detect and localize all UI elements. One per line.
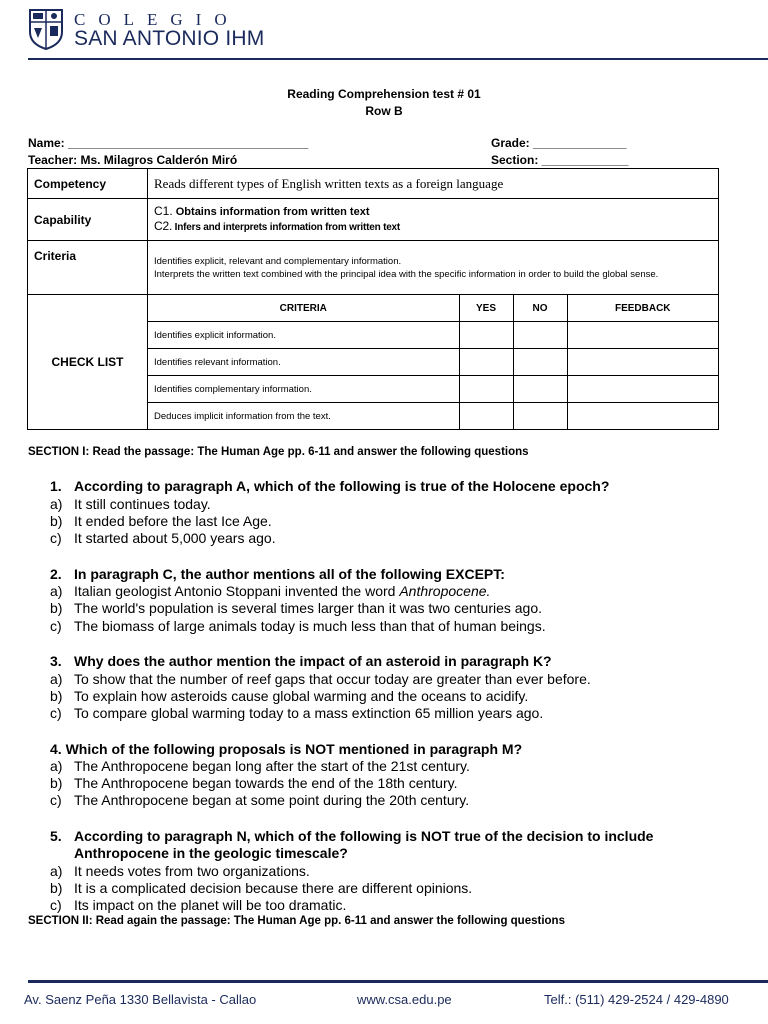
checklist-row [148,322,718,349]
option-text: It still continues today. [74,496,211,512]
capability-2-code: C2. [154,219,173,233]
yes-cell[interactable] [459,322,513,349]
capability-value [148,199,719,241]
option-letter: b) [50,880,63,896]
feedback-cell[interactable] [567,349,718,376]
test-title: Reading Comprehension test # 01 [287,87,481,101]
option-text: To show that the number of reef gaps that occur today are greater than ever before. [74,671,591,687]
option-letter: a) [50,758,63,774]
test-subtitle: Row B [365,104,403,118]
no-cell[interactable] [513,322,567,349]
answer-option[interactable] [50,496,750,513]
option-letter: b) [50,775,63,791]
option-letter: c) [50,530,62,546]
section-field[interactable]: Section: _____________ [491,153,629,167]
checklist-item: Identifies explicit information. [148,322,459,349]
footer-divider [28,980,768,983]
checklist-row [148,376,718,403]
option-letter: b) [50,688,63,704]
option-text: It is a complicated decision because there are different opinions. [74,880,473,896]
checklist [148,295,719,430]
question-text: According to paragraph N, which of the following is NOT true of the decision to include Anthropocene in the geologic timescale? [74,828,654,861]
question-number: 5. [50,828,62,844]
question-number: 4. [50,741,62,757]
option-letter: a) [50,583,63,599]
answer-option[interactable] [50,897,750,914]
answer-option[interactable] [50,583,750,600]
option-letter: a) [50,496,63,512]
option-letter: a) [50,671,63,687]
no-cell[interactable] [513,376,567,403]
answer-option[interactable] [50,880,750,897]
header-divider [28,58,768,60]
footer-address: Av. Saenz Peña 1330 Bellavista - Callao [24,992,257,1007]
school-name: SAN ANTONIO IHM [74,27,265,50]
feedback-cell[interactable] [567,376,718,403]
yes-cell[interactable] [459,403,513,430]
answer-option[interactable] [50,775,750,792]
answer-option[interactable] [50,792,750,809]
option-text: The Anthropocene began at some point during the 20th century. [74,792,470,808]
school-name-top: COLEGIO [74,10,240,29]
checklist-table [148,295,718,429]
answer-option[interactable] [50,863,750,880]
criteria-label: Criteria [28,241,148,295]
feedback-cell[interactable] [567,403,718,430]
option-text: To compare global warming today to a mass extinction 65 million years ago. [74,705,544,721]
question-number: 3. [50,653,62,669]
section-2-title: SECTION II: Read again the passage: The Human Age pp. 6-11 and answer the following questions [28,915,565,927]
option-text: Its impact on the planet will be too dramatic. [74,897,347,913]
question-text: In paragraph C, the author mentions all of the following EXCEPT: [74,566,505,582]
checklist-row [148,349,718,376]
option-text: It started about 5,000 years ago. [74,530,276,546]
question-4 [50,741,750,758]
yes-cell[interactable] [459,349,513,376]
question-1 [50,478,750,495]
answer-option[interactable] [50,688,750,705]
option-letter: b) [50,513,63,529]
option-letter: c) [50,705,62,721]
checklist-row [148,403,718,430]
option-text: It needs votes from two organizations. [74,863,310,879]
competency-label: Competency [28,169,148,199]
school-crest-icon [28,8,64,50]
name-field[interactable]: Name: ____________________________________ [28,136,309,150]
option-text: The Anthropocene began long after the start of the 21st century. [74,758,470,774]
question-3 [50,653,750,670]
no-cell[interactable] [513,349,567,376]
checklist-item: Identifies relevant information. [148,349,459,376]
checklist-item: Deduces implicit information from the text. [148,403,459,430]
option-letter: a) [50,863,63,879]
answer-option[interactable] [50,705,750,722]
question-text: Which of the following proposals is NOT mentioned in paragraph M? [65,741,523,757]
answer-option[interactable] [50,618,750,635]
checklist-label: CHECK LIST [28,295,148,430]
footer-phone: Telf.: (511) 429-2524 / 429-4890 [544,992,729,1007]
no-cell[interactable] [513,403,567,430]
capability-1-code: C1. [154,204,173,218]
option-text: The Anthropocene began towards the end of the 18th century. [74,775,458,791]
question-text: Why does the author mention the impact of an asteroid in paragraph K? [74,653,552,669]
criteria-value [148,241,719,295]
section-1-title: SECTION I: Read the passage: The Human Age pp. 6-11 and answer the following questions [28,446,529,458]
option-letter: c) [50,897,62,913]
option-letter: c) [50,618,62,634]
question-5 [50,828,750,862]
answer-option[interactable] [50,758,750,775]
question-number: 2. [50,566,62,582]
answer-option[interactable] [50,671,750,688]
checklist-item: Identifies complementary information. [148,376,459,403]
option-text: It ended before the last Ice Age. [74,513,272,529]
teacher-line: Teacher: Ms. Milagros Calderón Miró [28,153,238,167]
question-2 [50,566,750,583]
answer-option[interactable] [50,530,750,547]
checklist-header-no: NO [513,295,567,322]
footer-website[interactable]: www.csa.edu.pe [357,992,452,1007]
criteria-line-2: Interprets the written text combined with the principal idea with the specific information in order to build the global sense. [154,268,659,280]
question-text: According to paragraph A, which of the following is true of the Holocene epoch? [74,478,610,494]
capability-2: Infers and interprets information from written text [174,222,401,233]
option-italic-word: Anthropocene. [399,583,491,599]
competency-value: Reads different types of English written texts as a foreign language [148,169,719,199]
capability-label: Capability [28,199,148,241]
option-text: Italian geologist Antonio Stoppani invented the word [74,583,400,599]
option-text: The biomass of large animals today is much less than that of human beings. [74,618,546,634]
rubric-table [27,168,719,430]
feedback-cell[interactable] [567,322,718,349]
question-number: 1. [50,478,62,494]
answer-option[interactable] [50,600,750,617]
answer-option[interactable] [50,513,750,530]
checklist-header-criteria: CRITERIA [148,295,459,322]
option-text: The world's population is several times larger than it was two centuries ago. [74,600,543,616]
option-letter: c) [50,792,62,808]
option-letter: b) [50,600,63,616]
yes-cell[interactable] [459,376,513,403]
checklist-header-feedback: FEEDBACK [567,295,718,322]
capability-1: Obtains information from written text [175,206,370,218]
option-text: To explain how asteroids cause global warming and the oceans to acidify. [74,688,529,704]
criteria-line-1: Identifies explicit, relevant and complementary information. [154,255,402,267]
grade-field[interactable]: Grade: ______________ [491,136,627,150]
checklist-header-yes: YES [459,295,513,322]
